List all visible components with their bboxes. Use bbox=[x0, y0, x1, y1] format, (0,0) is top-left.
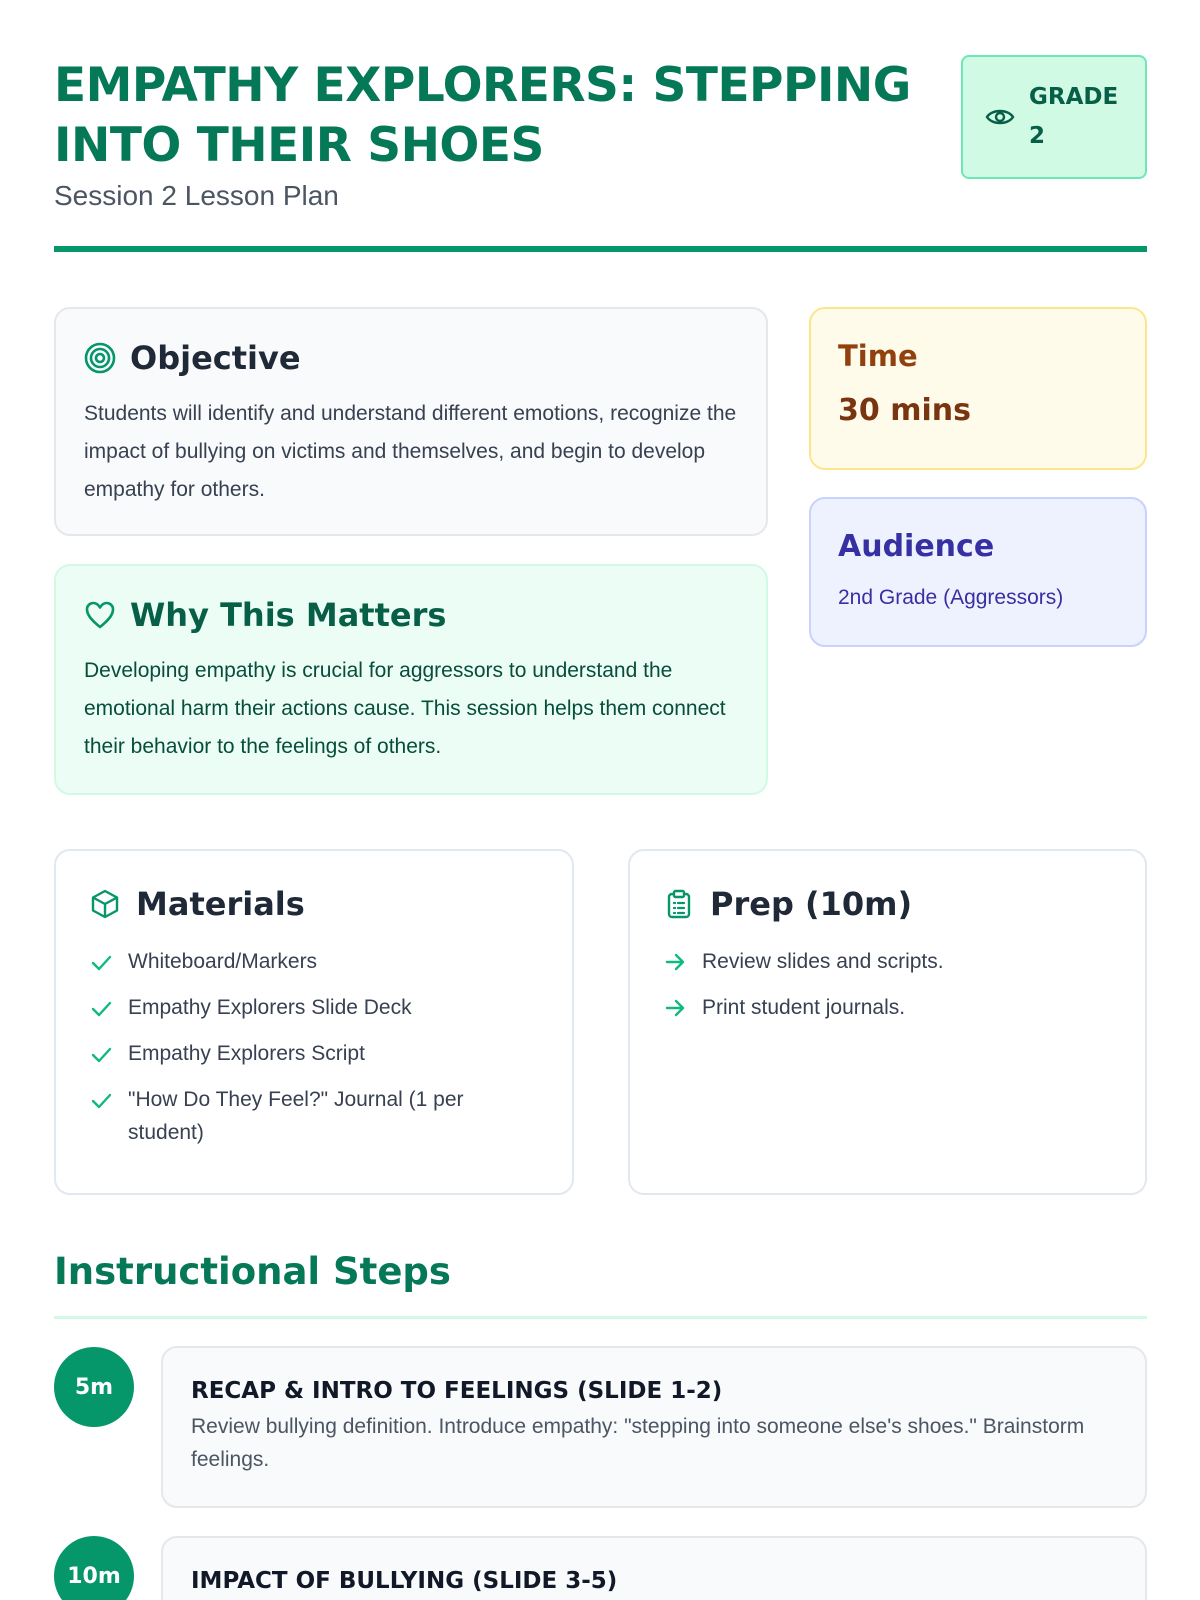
why-heading-text: Why This Matters bbox=[130, 596, 447, 634]
objective-heading bbox=[84, 339, 738, 377]
prep-item-text: Print student journals. bbox=[702, 996, 906, 1019]
materials-list bbox=[90, 945, 538, 1149]
page-title: EMPATHY EXPLORERS: STEPPING INTO THEIR SHOES bbox=[54, 58, 911, 173]
objective-text: Students will identify and understand different emotions, recognize the impact of bullying on victims and themselves, and begin to develop empathy for others. bbox=[84, 402, 737, 501]
grade-label: GRADE bbox=[1029, 84, 1119, 110]
eye-icon bbox=[985, 106, 1015, 128]
materials-item-text: Whiteboard/Markers bbox=[128, 950, 318, 973]
step-description: Review bullying definition. Introduce empathy: "stepping into someone else's shoes." Brainstorm feelings. bbox=[191, 1415, 1085, 1471]
why-heading bbox=[84, 596, 738, 634]
why-text: Developing empathy is crucial for aggressors to understand the emotional harm their actions cause. This session helps them connect their behavior to the feelings of others. bbox=[84, 659, 726, 758]
check-icon bbox=[90, 1043, 112, 1065]
audience-card bbox=[809, 497, 1147, 647]
list-item bbox=[664, 991, 1111, 1024]
audience-value: 2nd Grade (Aggressors) bbox=[838, 586, 1064, 609]
check-icon bbox=[90, 951, 112, 973]
lesson-plan-page bbox=[54, 0, 1147, 1594]
objective-card bbox=[54, 307, 768, 536]
list-item bbox=[90, 991, 538, 1024]
step-duration-badge: 5m bbox=[54, 1347, 134, 1427]
steps-divider bbox=[54, 1316, 1147, 1319]
time-card bbox=[809, 307, 1147, 470]
why-this-matters-card bbox=[54, 564, 768, 795]
list-item bbox=[90, 945, 538, 978]
prep-heading bbox=[664, 885, 1111, 923]
step-card bbox=[161, 1346, 1147, 1508]
grade-badge bbox=[961, 55, 1147, 179]
materials-item-text: Empathy Explorers Script bbox=[128, 1042, 365, 1065]
arrow-right-icon bbox=[664, 997, 686, 1019]
prep-heading-text: Prep (10m) bbox=[710, 885, 913, 923]
objective-heading-text: Objective bbox=[130, 339, 301, 377]
check-icon bbox=[90, 997, 112, 1019]
header bbox=[54, 0, 1147, 254]
prep-card bbox=[628, 849, 1147, 1195]
step-title: RECAP & INTRO TO FEELINGS (SLIDE 1-2) bbox=[191, 1378, 723, 1404]
check-icon bbox=[90, 1089, 112, 1111]
prep-item-text: Review slides and scripts. bbox=[702, 950, 944, 973]
heart-icon bbox=[84, 599, 116, 631]
target-icon bbox=[84, 342, 116, 374]
box-icon bbox=[90, 889, 120, 919]
list-item bbox=[90, 1083, 538, 1149]
grade-text bbox=[1029, 78, 1118, 156]
time-label: Time bbox=[838, 339, 918, 373]
step-duration-badge: 10m bbox=[54, 1536, 134, 1600]
materials-heading bbox=[90, 885, 538, 923]
list-item bbox=[664, 945, 1111, 978]
materials-item-text: Empathy Explorers Slide Deck bbox=[128, 996, 412, 1019]
materials-item-text: "How Do They Feel?" Journal (1 per student) bbox=[128, 1088, 464, 1144]
time-value: 30 mins bbox=[838, 393, 971, 428]
page-subtitle: Session 2 Lesson Plan bbox=[54, 180, 339, 211]
grade-value: 2 bbox=[1029, 123, 1046, 149]
clipboard-icon bbox=[664, 889, 694, 919]
materials-heading-text: Materials bbox=[136, 885, 305, 923]
arrow-right-icon bbox=[664, 951, 686, 973]
step-card bbox=[161, 1536, 1147, 1600]
step-title: IMPACT OF BULLYING (SLIDE 3-5) bbox=[191, 1568, 618, 1594]
materials-card bbox=[54, 849, 574, 1195]
instructional-steps-heading: Instructional Steps bbox=[54, 1250, 451, 1293]
list-item bbox=[90, 1037, 538, 1070]
audience-label: Audience bbox=[838, 529, 995, 564]
prep-list bbox=[664, 945, 1111, 1024]
header-divider bbox=[54, 246, 1147, 252]
